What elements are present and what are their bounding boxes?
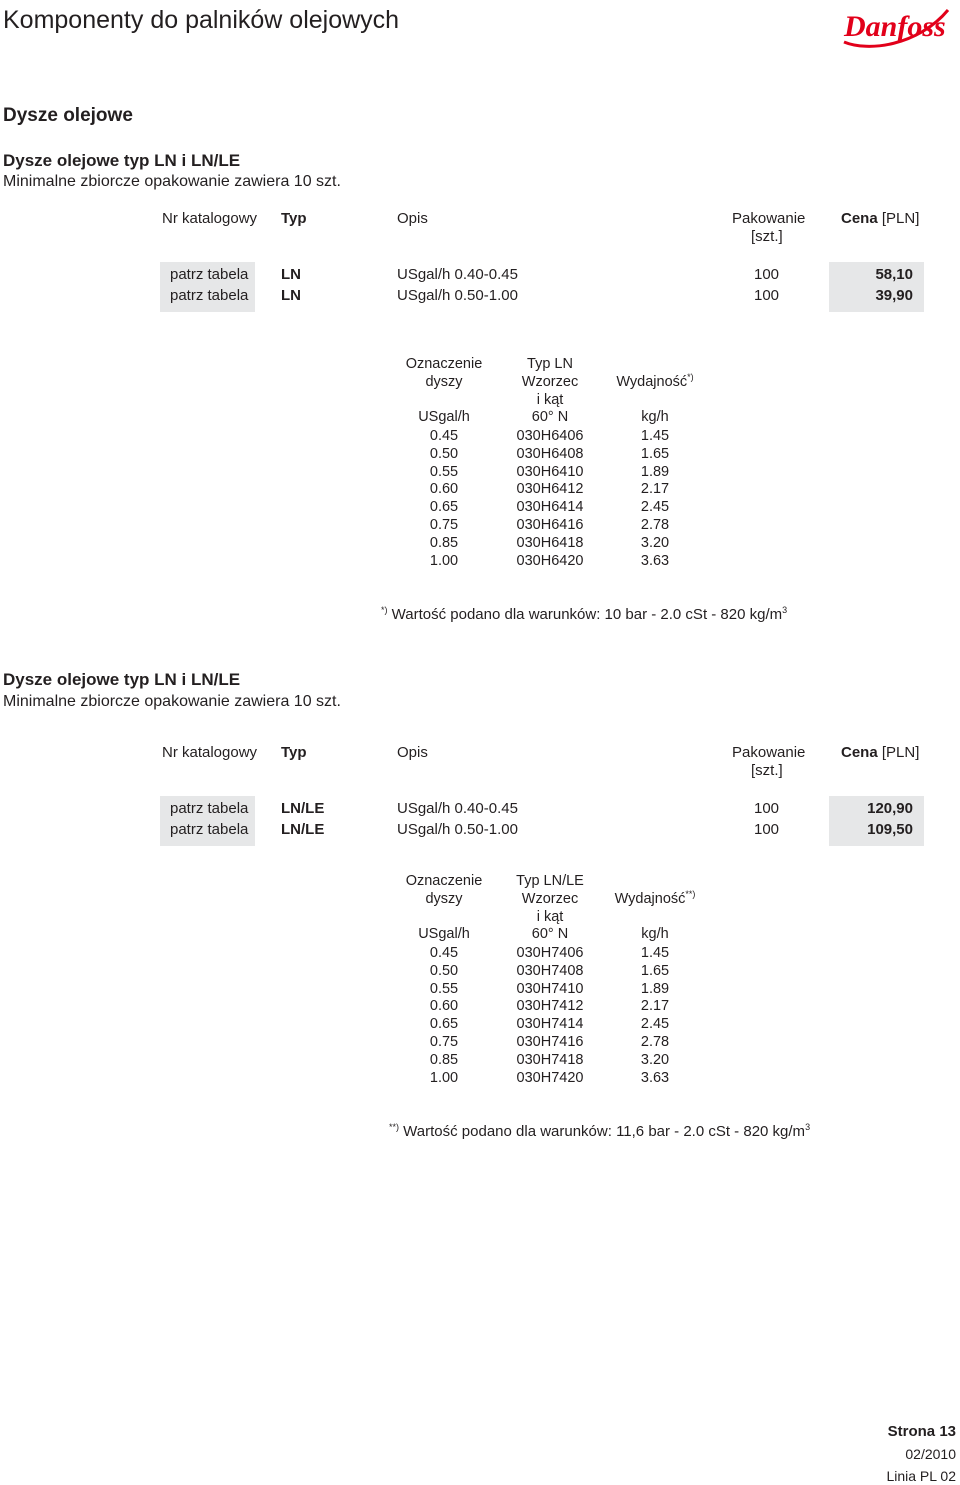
spec1-col1-header: Oznaczenie dyszy USgal/h [405,356,483,426]
block1-footnote: *) Wartość podano dla warunków: 10 bar - 2.0 cSt - 820 $kg/m^3$ [381,605,788,623]
row2-pak: 100 [754,821,780,838]
spec2-col2-header: Typ LN/LE Wzorzec i kąt 60° N [516,873,584,943]
spec2-col3-values: 1.45 1.65 1.89 2.17 2.45 2.78 3.20 3.63 [640,945,670,1086]
spec2-col3-header: Wydajność**) kg/h [614,888,696,943]
col-cena: Cena [PLN] [841,744,920,761]
col-typ: Typ [281,210,307,227]
block2-title: Dysze olejowe typ LN i LN/LE [3,670,241,689]
row1-opis: USgal/h 0.40-0.45 [397,266,518,283]
spec1-col1-values: 0.45 0.50 0.55 0.60 0.65 0.75 0.85 1.00 [429,428,459,569]
row2-nr: patrz tabela [170,821,249,838]
block2-subtitle: Minimalne zbiorcze opakowanie zawiera 10 szt. [3,693,341,710]
spec1-col3-header: Wydajność*) kg/h [616,371,694,426]
row1-typ: LN/LE [281,800,325,817]
row1-nr: patrz tabela [170,266,249,283]
spec2-col1-values: 0.45 0.50 0.55 0.60 0.65 0.75 0.85 1.00 [429,945,459,1086]
row1-cena: 58,10 [875,266,913,283]
col-pakowanie-unit: [szt.] [751,762,783,779]
col-pakowanie-unit: [szt.] [751,228,783,245]
col-cena: Cena [PLN] [841,210,920,227]
spec2-col2-values: 030H7406 030H7408 030H7410 030H7412 030H7414 030H7416 030H7418 030H7420 [516,945,584,1086]
row1-nr: patrz tabela [170,800,249,817]
col-pakowanie: Pakowanie [732,744,806,761]
danfoss-logo [838,2,952,52]
row1-pak: 100 [754,800,780,817]
row1-typ: LN [281,266,301,283]
row2-nr: patrz tabela [170,287,249,304]
col-opis: Opis [397,744,428,761]
spec1-col2-header: Typ LN Wzorzec i kąt 60° N [521,356,579,426]
col-nr-katalogowy: Nr katalogowy [162,744,258,761]
row2-typ: LN [281,287,301,304]
svg-text:Danfoss: Danfoss [844,10,946,43]
product-line: Linia PL 02 [886,1468,956,1484]
spec2-col1-header: Oznaczenie dyszy USgal/h [405,873,483,943]
col-pakowanie: Pakowanie [732,210,806,227]
row2-opis: USgal/h 0.50-1.00 [397,287,518,304]
spec1-col2-values: 030H6406 030H6408 030H6410 030H6412 030H6414 030H6416 030H6418 030H6420 [516,428,584,569]
page-header-title: Komponenty do palników olejowych [3,6,400,34]
row2-cena: 39,90 [875,287,913,304]
row2-typ: LN/LE [281,821,325,838]
row2-pak: 100 [754,287,780,304]
spec1-col3-values: 1.45 1.65 1.89 2.17 2.45 2.78 3.20 3.63 [640,428,670,569]
block2-footnote: **) Wartość podano dla warunków: 11,6 bar - 2.0 cSt - 820 $kg/m^3$ [389,1122,811,1140]
col-opis: Opis [397,210,428,227]
row2-cena: 109,50 [867,821,913,838]
col-nr-katalogowy: Nr katalogowy [162,210,258,227]
page-number: Strona 13 [887,1423,956,1440]
row1-cena: 120,90 [867,800,913,817]
section-title: Dysze olejowe [3,105,133,126]
row1-opis: USgal/h 0.40-0.45 [397,800,518,817]
col-typ: Typ [281,744,307,761]
block1-subtitle: Minimalne zbiorcze opakowanie zawiera 10 szt. [3,173,341,190]
block1-title: Dysze olejowe typ LN i LN/LE [3,151,241,170]
edition-date: 02/2010 [905,1446,956,1462]
row1-pak: 100 [754,266,780,283]
row2-opis: USgal/h 0.50-1.00 [397,821,518,838]
